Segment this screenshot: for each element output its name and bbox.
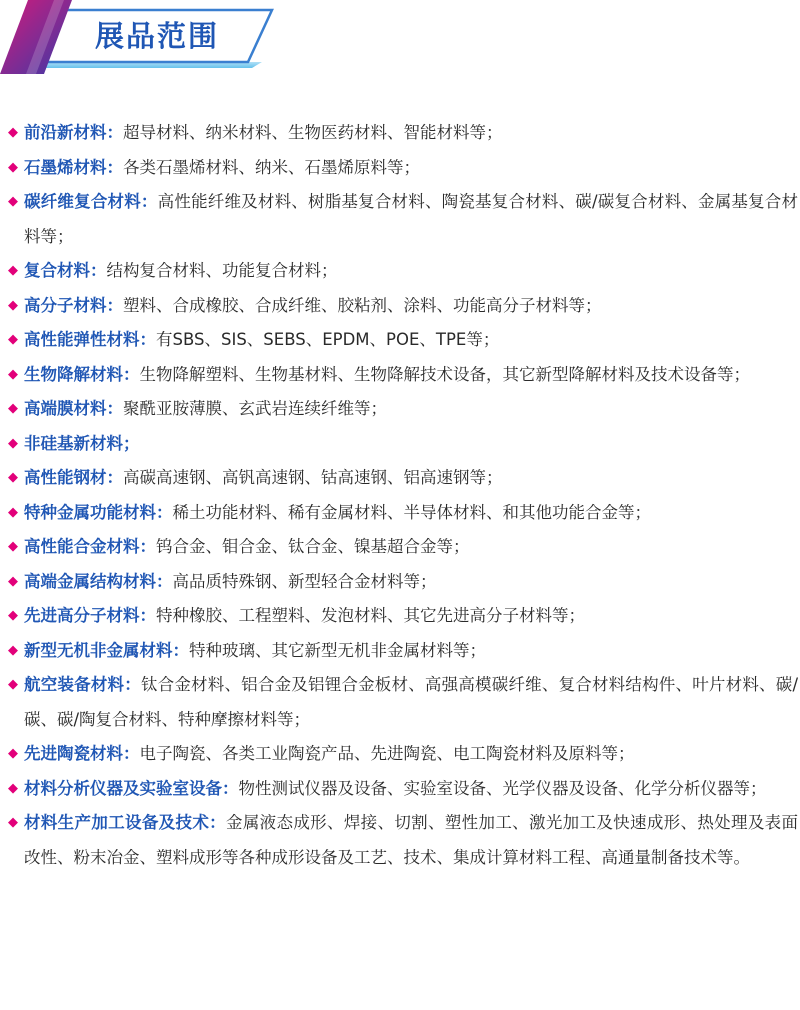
diamond-bullet-icon: ◆ (8, 573, 18, 589)
list-item (8, 737, 798, 772)
item-description: 钨合金、钼合金、钛合金、镍基超合金等； (156, 537, 470, 556)
diamond-bullet-icon: ◆ (8, 125, 18, 140)
item-category-label: 高端金属结构材料： (24, 571, 173, 591)
diamond-bullet-icon: ◆ (8, 815, 18, 830)
item-category-label: 高性能弹性材料： (24, 330, 156, 349)
exhibit-scope-list (8, 116, 798, 875)
list-item (8, 151, 798, 186)
item-description: 聚酰亚胺薄膜、玄武岩连续纤维等； (123, 399, 387, 418)
diamond-bullet-icon: ◆ (8, 435, 18, 451)
list-item (8, 806, 798, 875)
list-item (8, 772, 798, 807)
list-item (8, 116, 798, 151)
list-item (8, 461, 798, 496)
item-category-label: 高性能钢材： (24, 468, 123, 487)
diamond-bullet-icon: ◆ (8, 746, 18, 761)
item-description: 高品质特殊钢、新型轻合金材料等； (172, 571, 437, 591)
item-category-label: 先进高分子材料： (24, 606, 156, 625)
diamond-bullet-icon: ◆ (8, 608, 18, 623)
diamond-bullet-icon: ◆ (8, 401, 18, 416)
list-item (8, 530, 798, 565)
item-description: 结构复合材料、功能复合材料； (106, 261, 338, 280)
item-description: 电子陶瓷、各类工业陶瓷产品、先进陶瓷、电工陶瓷材料及原料等； (139, 744, 635, 763)
item-description: 物性测试仪器及设备、实验室设备、光学仪器及设备、化学分析仪器等； (238, 778, 767, 798)
item-category-label: 生物降解材料： (24, 364, 140, 384)
item-description: 钛合金材料、铝合金及铝锂合金板材、高强高模碳纤维、复合材料结构件、叶片材料、碳/碳、碳/陶复合材料、特种摩擦材料等； (24, 675, 798, 729)
list-item (8, 565, 798, 600)
item-description: 各类石墨烯材料、纳米、石墨烯原料等； (123, 157, 420, 177)
item-description: 特种橡胶、工程塑料、发泡材料、其它先进高分子材料等； (156, 606, 585, 625)
diamond-bullet-icon: ◆ (8, 539, 18, 554)
section-title: 展品范围 (95, 19, 220, 53)
item-category-label: 特种金属功能材料： (24, 502, 173, 522)
list-item (8, 496, 798, 531)
diamond-bullet-icon: ◆ (8, 780, 18, 796)
item-description: 稀土功能材料、稀有金属材料、半导体材料、和其他功能合金等； (172, 502, 651, 522)
diamond-bullet-icon: ◆ (8, 366, 18, 382)
list-item (8, 599, 798, 634)
item-description: 有SBS、SIS、SEBS、EPDM、POE、TPE等； (156, 330, 500, 349)
item-category-label: 材料生产加工设备及技术： (24, 813, 226, 832)
item-description: 高碳高速钢、高钒高速钢、钴高速钢、铝高速钢等； (123, 468, 503, 487)
item-category-label: 石墨烯材料： (24, 157, 123, 177)
diamond-bullet-icon: ◆ (8, 332, 18, 347)
list-item (8, 323, 798, 358)
list-item (8, 634, 798, 669)
item-description: 塑料、合成橡胶、合成纤维、胶粘剂、涂料、功能高分子材料等； (123, 295, 602, 315)
diamond-bullet-icon: ◆ (8, 677, 18, 692)
item-category-label: 高端膜材料： (24, 399, 123, 418)
list-item (8, 668, 798, 737)
diamond-bullet-icon: ◆ (8, 504, 18, 520)
item-category-label: 高性能合金材料： (24, 537, 156, 556)
list-item (8, 289, 798, 324)
list-item (8, 185, 798, 254)
section-header (0, 0, 300, 80)
item-category-label: 非硅基新材料； (24, 433, 140, 453)
diamond-bullet-icon: ◆ (8, 159, 18, 175)
item-category-label: 航空装备材料： (24, 675, 141, 694)
diamond-bullet-icon: ◆ (8, 194, 18, 209)
item-category-label: 高分子材料： (24, 295, 123, 315)
list-item (8, 358, 798, 393)
item-description: 金属液态成形、焊接、切割、塑性加工、激光加工及快速成形、热处理及表面改性、粉末冶金、塑料成形等各种成形设备及工艺、技术、集成计算材料工程、高通量制备技术等。 (24, 813, 799, 867)
item-description: 生物降解塑料、生物基材料、生物降解技术设备，其它新型降解材料及技术设备等； (139, 364, 750, 384)
item-category-label: 碳纤维复合材料： (24, 192, 158, 211)
item-category-label: 先进陶瓷材料： (24, 744, 140, 763)
item-category-label: 前沿新材料： (24, 123, 123, 142)
item-category-label: 新型无机非金属材料： (24, 640, 189, 660)
list-item (8, 392, 798, 427)
list-item (8, 254, 798, 289)
item-description: 特种玻璃、其它新型无机非金属材料等； (189, 640, 486, 660)
list-item (8, 427, 798, 462)
diamond-bullet-icon: ◆ (8, 470, 18, 485)
diamond-bullet-icon: ◆ (8, 297, 18, 313)
diamond-bullet-icon: ◆ (8, 642, 18, 658)
item-description: 高性能纤维及材料、树脂基复合材料、陶瓷基复合材料、碳/碳复合材料、金属基复合材料等； (24, 192, 799, 246)
item-description: 超导材料、纳米材料、生物医药材料、智能材料等； (123, 123, 503, 142)
item-category-label: 材料分析仪器及实验室设备： (24, 778, 239, 798)
item-category-label: 复合材料： (24, 261, 107, 280)
diamond-bullet-icon: ◆ (8, 263, 18, 278)
